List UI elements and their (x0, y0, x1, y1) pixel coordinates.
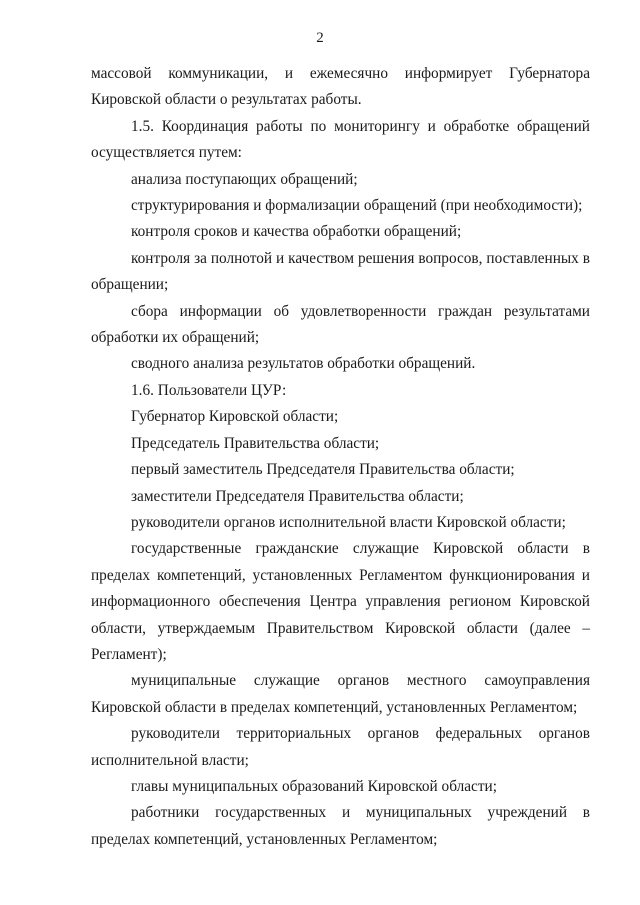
page-number: 2 (316, 30, 324, 46)
list-item: первый заместитель Председателя Правительства области; (131, 461, 515, 479)
list-item: руководители территориальных органов федеральных органов исполнительной власти; (91, 725, 590, 769)
list-item: контроля за полнотой и качеством решения вопросов, поставленных в обращении; (91, 249, 590, 294)
paragraph: 1.6. Пользователи ЦУР: (131, 381, 287, 399)
list-item: муниципальные служащие органов местного самоуправления Кировской области в пределах компетенций, установленных Регламентом; (91, 672, 590, 716)
list-item: Губернатор Кировской области; (131, 408, 339, 426)
list-item: работники государственных и муниципальных учреждений в пределах компетенций, установленных Регламентом; (91, 804, 590, 848)
list-item: анализа поступающих обращений; (131, 170, 358, 188)
paragraph: массовой коммуникации, и ежемесячно информирует Губернатора Кировской области о результатах работы. (91, 65, 590, 109)
list-item: государственные гражданские служащие Кировской области в пределах компетенций, установленных Регламентом функционирования и информационного обеспечения Центра управления регионом Кировской области, утверждаемым Правительством Кировской области (далее – Регламент); (91, 540, 590, 663)
paragraph: 1.5. Координация работы по мониторингу и обработке обращений осуществляется путем: (91, 117, 590, 162)
list-item: заместители Председателя Правительства области; (131, 487, 464, 505)
list-item: сводного анализа результатов обработки обращений. (131, 355, 476, 373)
list-item: Председатель Правительства области; (131, 434, 380, 452)
list-item: главы муниципальных образований Кировской области; (131, 777, 497, 795)
document-body (91, 61, 590, 853)
list-item: руководители органов исполнительной власти Кировской области; (131, 513, 566, 531)
list-item: контроля сроков и качества обработки обращений; (131, 223, 462, 241)
list-item: структурирования и формализации обращений (при необходимости); (131, 197, 583, 215)
list-item: сбора информации об удовлетворенности граждан результатами обработки их обращений; (91, 302, 590, 347)
